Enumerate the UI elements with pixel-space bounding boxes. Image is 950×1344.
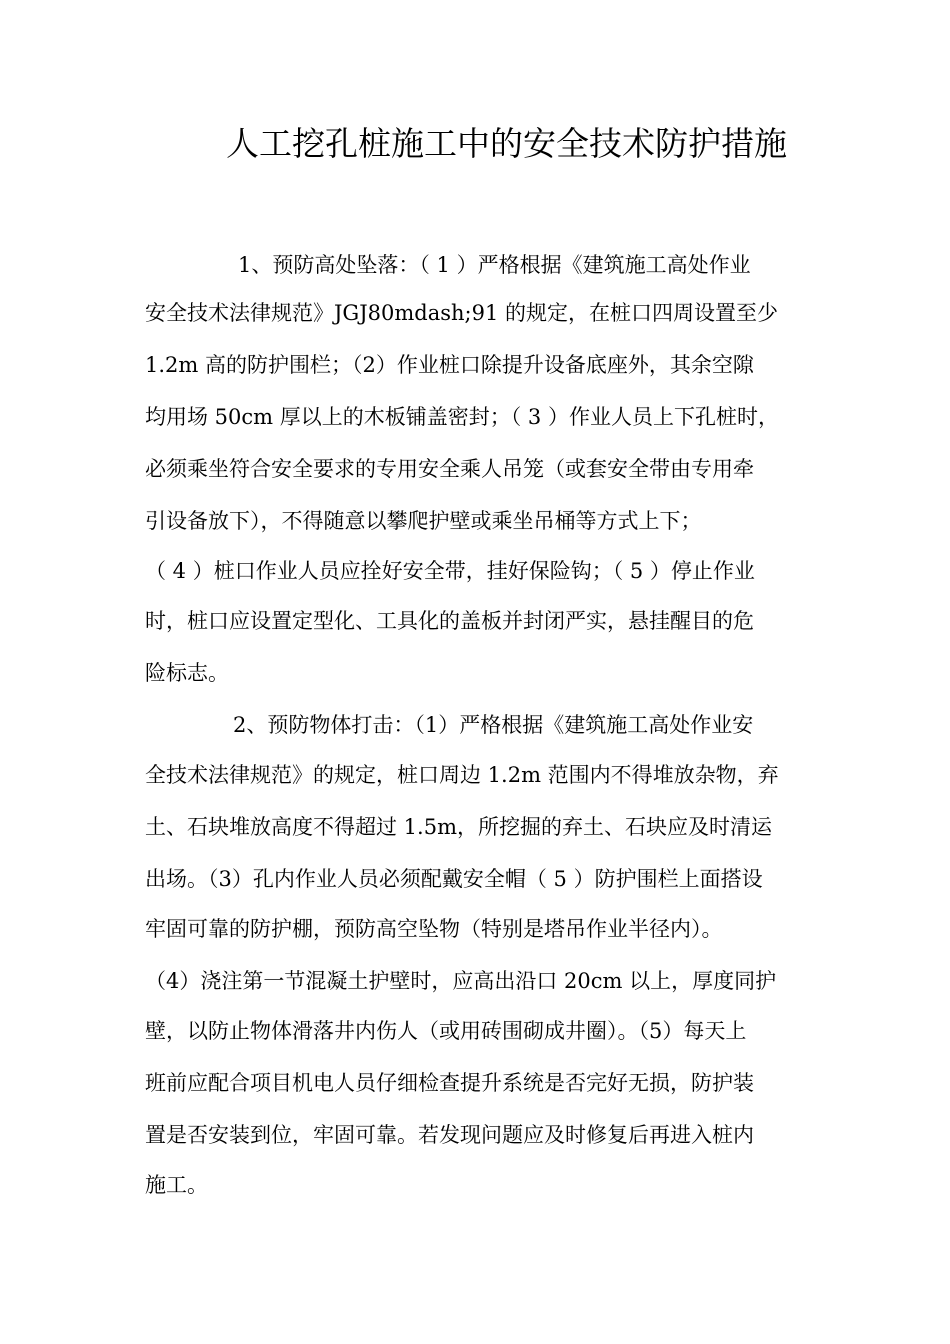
paragraph-line: （ 4 ）桩口作业人员应拴好安全带，挂好保险钩；（ 5 ）停止作业 <box>145 559 755 583</box>
paragraph-line: 班前应配合项目机电人员仔细检查提升系统是否完好无损，防护装 <box>145 1071 754 1095</box>
paragraph-line: 1、预防高处坠落：（ 1 ）严格根据《建筑施工高处作业 <box>238 253 751 277</box>
paragraph-line: 时，桩口应设置定型化、工具化的盖板并封闭严实，悬挂醒目的危 <box>145 609 754 633</box>
paragraph-line: 安全技术法律规范》JGJ80mdash;91 的规定，在桩口四周设置至少 <box>145 301 778 325</box>
paragraph-line: 全技术法律规范》的规定，桩口周边 1.2m 范围内不得堆放杂物，弃 <box>145 763 779 787</box>
paragraph-line: 2、预防物体打击：（1）严格根据《建筑施工高处作业安 <box>233 713 754 737</box>
paragraph-line: 壁，以防止物体滑落井内伤人（或用砖围砌成井圈）。（5）每天上 <box>145 1019 747 1043</box>
paragraph-line: （4）浇注第一节混凝土护壁时，应高出沿口 20cm 以上，厚度同护 <box>145 969 777 993</box>
paragraph-line: 险标志。 <box>145 661 229 685</box>
paragraph-line: 均用场 50cm 厚以上的木板铺盖密封；（ 3 ）作业人员上下孔桩时， <box>145 405 779 429</box>
paragraph-line: 牢固可靠的防护棚，预防高空坠物（特别是塔吊作业半径内）。 <box>145 917 723 941</box>
document-title: 人工挖孔桩施工中的安全技术防护措施 <box>226 124 787 163</box>
paragraph-line: 施工。 <box>145 1173 208 1197</box>
paragraph-line: 必须乘坐符合安全要求的专用安全乘人吊笼（或套安全带由专用牵 <box>145 457 754 481</box>
paragraph-line: 土、石块堆放高度不得超过 1.5m，所挖掘的弃土、石块应及时清运 <box>145 815 772 839</box>
paragraph-line: 引设备放下），不得随意以攀爬护壁或乘坐吊桶等方式上下； <box>145 509 702 533</box>
paragraph-line: 出场。（3）孔内作业人员必须配戴安全帽（ 5 ）防护围栏上面搭设 <box>145 867 763 891</box>
paragraph-line: 置是否安装到位，牢固可靠。若发现问题应及时修复后再进入桩内 <box>145 1123 754 1147</box>
paragraph-line: 1.2m 高的防护围栏；（2）作业桩口除提升设备底座外，其余空隙 <box>145 353 754 377</box>
